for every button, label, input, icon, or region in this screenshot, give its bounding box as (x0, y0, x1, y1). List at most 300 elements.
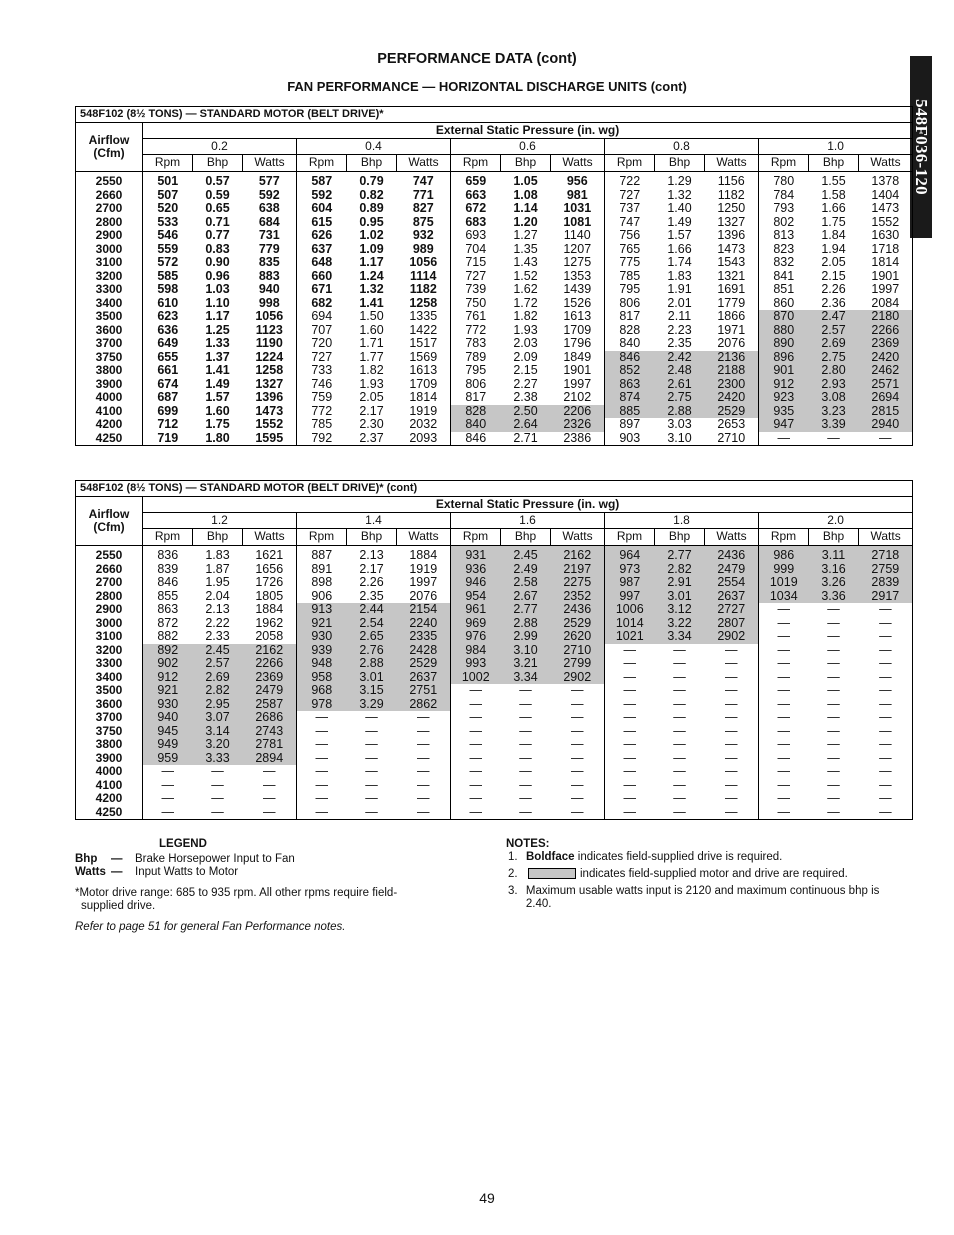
table-cell: 947 (759, 418, 809, 432)
table-cell: 846 (451, 432, 501, 446)
table-row (76, 229, 913, 243)
table-cell: — (365, 724, 378, 738)
table-cell: 795 (465, 364, 487, 377)
table-cell: 1056 (397, 256, 451, 270)
note-item (506, 885, 906, 911)
table-cell: 1543 (705, 256, 759, 270)
table-cell: — (859, 725, 913, 739)
legend-dash: — (111, 853, 123, 865)
table-cell: 2162 (243, 644, 297, 658)
table-cell: 2718 (859, 546, 913, 563)
table-cell: 976 (451, 630, 501, 644)
column-label: Rpm (759, 529, 809, 546)
table-cell: 2917 (859, 590, 913, 604)
table-cell: 1034 (759, 590, 809, 604)
table-row (76, 644, 913, 658)
table-cell: 3.33 (193, 752, 243, 766)
table-cell: 501 (157, 174, 179, 188)
table-cell: 2.75 (809, 351, 859, 365)
table-cell: 683 (465, 215, 487, 229)
table-cell: 1.77 (359, 350, 384, 364)
table-cell: — (859, 630, 913, 644)
note-item (506, 868, 906, 881)
table-cell: 3.10 (655, 432, 705, 446)
table-cell: 722 (619, 174, 641, 188)
table-cell: 0.65 (205, 202, 230, 215)
page-number: 49 (479, 1190, 495, 1206)
table-cell: 828 (619, 323, 641, 337)
legend-desc: Input Watts to Motor (135, 866, 239, 878)
table-cell: 671 (311, 283, 333, 296)
airflow-cell: 3300 (76, 283, 143, 297)
table-cell: 648 (311, 256, 333, 269)
table-cell: 851 (773, 283, 795, 296)
table-cell: 636 (157, 323, 179, 337)
table-cell: 802 (773, 215, 795, 229)
table-cell: 715 (465, 256, 487, 269)
table-cell: — (777, 778, 790, 792)
table-cell: 1473 (859, 202, 913, 216)
table-cell: — (315, 778, 328, 792)
table-cell: 0.82 (359, 188, 384, 202)
table-cell: 1321 (705, 270, 759, 284)
table-cell: — (243, 806, 297, 820)
motor-footnote-line1: *Motor drive range: 685 to 935 rpm. All other rpms require field- (75, 887, 398, 899)
table-row (76, 806, 913, 820)
table-cell: — (673, 792, 686, 805)
airflow-cell: 4250 (76, 806, 143, 820)
table-cell: — (211, 792, 224, 805)
table-row (76, 725, 913, 739)
table-cell: 875 (397, 216, 451, 230)
table-cell: 638 (243, 202, 297, 216)
table-cell: 672 (465, 202, 487, 215)
table-cell: — (519, 697, 532, 711)
airflow-cell: 3400 (76, 671, 143, 685)
table-cell: 981 (551, 189, 605, 203)
table-cell: 2.47 (809, 310, 859, 324)
table-cell: 2637 (705, 590, 759, 604)
table-cell: 1327 (705, 216, 759, 230)
table-cell: 896 (759, 351, 809, 365)
table-cell: 3.08 (809, 391, 859, 405)
pressure-header: 1.0 (759, 139, 913, 155)
table-cell: — (469, 765, 482, 778)
table-cell: — (397, 779, 451, 793)
table-cell: — (827, 670, 840, 684)
table-cell: — (777, 630, 790, 643)
table-cell: — (397, 725, 451, 739)
table-cell: 1.35 (513, 242, 538, 256)
table-cell: 2300 (705, 378, 759, 392)
table-cell: 1190 (243, 337, 297, 351)
table-cell: 2162 (551, 546, 605, 563)
table-cell: 1.94 (821, 242, 846, 256)
table-cell: 2.45 (501, 546, 551, 563)
table-cell: 727 (311, 350, 333, 364)
table-cell: 1.41 (205, 364, 230, 377)
table-cell: 940 (143, 711, 193, 725)
table-cell: 987 (605, 576, 655, 590)
column-label: Bhp (501, 155, 551, 172)
table-cell: 1473 (243, 405, 297, 419)
airflow-cell: 4100 (76, 405, 143, 419)
table-cell: 783 (465, 337, 487, 350)
table-cell: 939 (297, 644, 347, 658)
table-row (76, 432, 913, 446)
column-label: Watts (243, 529, 297, 546)
table-cell: 604 (311, 202, 333, 215)
esp-header-row (76, 497, 913, 513)
table-cell: 2862 (397, 698, 451, 712)
table-cell: 840 (619, 337, 641, 350)
table-cell: — (365, 778, 378, 792)
table-cell: 2.35 (359, 589, 384, 603)
table-cell: 997 (605, 590, 655, 604)
table-cell: 1884 (243, 603, 297, 617)
table-cell: 1805 (243, 590, 297, 604)
table-cell: 1.17 (359, 256, 384, 269)
table-cell: 1919 (397, 405, 451, 419)
table-cell: 1.40 (667, 202, 692, 215)
table-cell: — (365, 792, 378, 805)
table-cell: 3.20 (193, 738, 243, 752)
table-cell: 2.48 (655, 364, 705, 378)
table-cell: — (673, 684, 686, 697)
table-cell: 885 (605, 405, 655, 419)
table-cell: — (211, 765, 224, 778)
table-cell: 906 (311, 589, 333, 603)
table-cell: — (551, 698, 605, 712)
table-cell: — (827, 603, 840, 616)
table-cell: 2436 (551, 603, 605, 617)
table-cell: — (673, 643, 686, 657)
table-cell: 897 (619, 418, 641, 431)
table-cell: 2.57 (193, 657, 243, 671)
table-cell: 1630 (859, 229, 913, 243)
table-cell: — (673, 738, 686, 751)
table-cell: 2.69 (809, 337, 859, 351)
airflow-cell: 4100 (76, 779, 143, 793)
table-cell: — (673, 657, 686, 670)
table-cell: 1796 (551, 337, 605, 351)
table-cell: 559 (157, 242, 179, 256)
note-text: indicates field-supplied motor and drive are required. (580, 868, 848, 880)
table-cell: 3.34 (501, 671, 551, 685)
table-cell: 792 (297, 432, 347, 446)
table-cell: 2637 (397, 671, 451, 685)
table-cell: 1014 (605, 617, 655, 631)
table-cell: — (451, 806, 501, 820)
table-cell: 2076 (397, 590, 451, 604)
table-cell: — (161, 792, 174, 805)
airflow-cell: 3800 (76, 738, 143, 752)
table-cell: 687 (157, 391, 179, 404)
table-cell: 1006 (605, 603, 655, 617)
table-cell: 932 (397, 229, 451, 243)
table-row (76, 364, 913, 378)
table-cell: 2.77 (655, 546, 705, 563)
table-cell: 2.69 (193, 671, 243, 685)
airflow-cell: 2660 (76, 563, 143, 577)
table-cell: 2571 (859, 378, 913, 392)
table-cell: — (673, 751, 686, 765)
airflow-cell: 3500 (76, 684, 143, 698)
table-cell: 2420 (705, 391, 759, 405)
column-label: Bhp (347, 155, 397, 172)
table-cell: 954 (451, 590, 501, 604)
table-cell: 984 (451, 644, 501, 658)
table-cell: 771 (397, 189, 451, 203)
table-cell: 784 (773, 188, 795, 202)
table-cell: 2076 (705, 337, 759, 351)
table-cell: 1.29 (667, 174, 692, 188)
table-cell: — (673, 765, 686, 778)
table-cell: 0.71 (205, 215, 230, 229)
pressure-header: 1.2 (143, 513, 297, 529)
table-cell: — (859, 432, 913, 446)
table-cell: 2.75 (655, 391, 705, 405)
table-cell: 2180 (859, 310, 913, 324)
table-cell: 3.03 (667, 418, 692, 431)
table-cell: 2.61 (655, 378, 705, 392)
table-cell: 682 (311, 296, 333, 310)
table-cell: 2206 (551, 405, 605, 419)
airflow-cell: 4200 (76, 792, 143, 806)
table-cell: — (623, 738, 636, 751)
table-cell: 720 (311, 337, 333, 350)
table-cell: 2428 (397, 644, 451, 658)
pressure-header: 0.8 (605, 139, 759, 155)
table-cell: 1526 (551, 297, 605, 311)
table-cell: 2032 (397, 418, 451, 432)
table-cell: 2.26 (821, 283, 846, 296)
table-cell: 998 (243, 297, 297, 311)
column-label: Bhp (809, 529, 859, 546)
table-cell: 958 (297, 671, 347, 685)
table-cell: 1.66 (667, 242, 692, 256)
table-cell: — (623, 697, 636, 711)
table-cell: 1123 (243, 324, 297, 338)
table-cell: 839 (157, 562, 179, 576)
table-cell: 961 (451, 603, 501, 617)
table-cell: 1258 (243, 364, 297, 378)
table-cell: 1182 (397, 283, 451, 297)
table-row (76, 779, 913, 793)
table-cell: 891 (311, 562, 333, 576)
legend-desc: Brake Horsepower Input to Fan (135, 853, 295, 865)
table-cell: — (551, 752, 605, 766)
table-cell: — (469, 792, 482, 805)
table-cell: — (551, 806, 605, 820)
legend-term: Watts (75, 866, 106, 878)
table-cell: 2.82 (655, 563, 705, 577)
table-cell: 1.10 (205, 296, 230, 310)
table-cell: 2102 (551, 391, 605, 405)
airflow-cell: 2550 (76, 172, 143, 189)
column-label: Watts (551, 529, 605, 546)
table-cell: — (827, 643, 840, 657)
table-cell: 2710 (551, 644, 605, 658)
table-cell: 1207 (551, 243, 605, 257)
table-cell: 2.13 (359, 548, 384, 562)
table-cell: 626 (311, 229, 333, 242)
table-cell: — (519, 751, 532, 765)
table-cell: — (859, 671, 913, 685)
table-cell: 813 (773, 229, 795, 242)
table-cell: — (365, 765, 378, 778)
table-cell: — (469, 778, 482, 792)
airflow-cell: 3600 (76, 698, 143, 712)
note-text: indicates field-supplied drive is required. (577, 851, 783, 863)
table-cell: 823 (773, 242, 795, 256)
table-row (76, 310, 913, 324)
column-label: Rpm (451, 155, 501, 172)
table-cell: 1962 (243, 617, 297, 631)
table-cell: 1613 (551, 310, 605, 324)
table-cell: 2902 (551, 671, 605, 685)
table-cell: — (211, 778, 224, 792)
table-cell: 2436 (705, 546, 759, 563)
table-cell: — (809, 806, 859, 820)
table-cell: 898 (311, 576, 333, 589)
fan-performance-table-1 (75, 106, 913, 446)
table-cell: — (623, 792, 636, 805)
table-cell: 936 (451, 563, 501, 577)
table-cell: — (655, 806, 705, 820)
table-cell: 659 (465, 174, 487, 188)
table-cell: 921 (297, 617, 347, 631)
table-cell: 785 (311, 418, 333, 431)
table-cell: — (705, 738, 759, 752)
airflow-cell: 3900 (76, 752, 143, 766)
airflow-cell: 3750 (76, 351, 143, 365)
table-cell: 3.36 (809, 590, 859, 604)
column-label: Rpm (297, 529, 347, 546)
legend-item (75, 853, 495, 866)
table-cell: 2275 (551, 576, 605, 590)
table-cell: 883 (243, 270, 297, 284)
airflow-header-line: Airflow (88, 507, 130, 521)
table-cell: 1901 (551, 364, 605, 378)
pressure-header: 0.6 (451, 139, 605, 155)
table-cell: 2.42 (655, 351, 705, 365)
table-cell: 1.95 (205, 576, 230, 589)
table-cell: — (777, 738, 790, 751)
table-cell: — (519, 765, 532, 778)
table-cell: 1.05 (513, 174, 538, 188)
table-cell: — (193, 806, 243, 820)
table-cell: 1709 (397, 378, 451, 392)
table-cell: 3.10 (501, 644, 551, 658)
table-cell: — (859, 779, 913, 793)
airflow-cell: 3600 (76, 324, 143, 338)
table-cell: 2587 (243, 698, 297, 712)
table-cell: 1718 (859, 243, 913, 257)
table-cell: — (623, 670, 636, 684)
table-cell: — (469, 738, 482, 751)
table-cell: 1613 (397, 364, 451, 378)
table-row (76, 337, 913, 351)
table-cell: — (551, 684, 605, 698)
airflow-cell: 2700 (76, 576, 143, 590)
table-cell: 912 (759, 378, 809, 392)
airflow-cell: 3750 (76, 725, 143, 739)
table-cell: 0.95 (359, 215, 384, 229)
table-cell: 2266 (243, 657, 297, 671)
table-caption: 548F102 (8½ TONS) — STANDARD MOTOR (BELT DRIVE)* (cont) (76, 481, 913, 497)
table-cell: 2529 (705, 405, 759, 419)
note-text: Maximum usable watts input is 2120 and maximum continuous bhp is 2.40. (525, 885, 880, 910)
table-cell: — (827, 738, 840, 751)
motor-footnote (75, 887, 495, 913)
airflow-cell: 2800 (76, 216, 143, 230)
table-cell: 2554 (705, 576, 759, 590)
table-cell: 1250 (705, 202, 759, 216)
table-cell: 2799 (551, 657, 605, 671)
table-cell: 1439 (551, 283, 605, 297)
table-cell: 1814 (859, 256, 913, 270)
table-cell: 2694 (859, 391, 913, 405)
airflow-cell: 4000 (76, 765, 143, 779)
table-cell: — (397, 792, 451, 806)
table-row (76, 576, 913, 590)
table-cell: 623 (157, 310, 179, 323)
table-cell: — (705, 684, 759, 698)
table-cell: 1.32 (667, 188, 692, 202)
table-cell: — (777, 724, 790, 738)
pressure-header: 1.8 (605, 513, 759, 529)
table-cell: 1866 (705, 310, 759, 324)
table-cell: 2136 (705, 351, 759, 365)
table-cell: 903 (605, 432, 655, 446)
table-cell: — (673, 778, 686, 792)
table-cell: 836 (157, 548, 179, 562)
table-cell: 2.57 (809, 324, 859, 338)
table-caption-row (76, 107, 913, 123)
column-label: Bhp (501, 529, 551, 546)
table-cell: 789 (465, 350, 487, 364)
table-cell: 747 (397, 172, 451, 189)
table-cell: 3.01 (655, 590, 705, 604)
column-label: Watts (243, 155, 297, 172)
column-label: Bhp (193, 529, 243, 546)
table-cell: 2940 (859, 418, 913, 432)
airflow-header-line: Airflow (88, 133, 130, 147)
table-cell: 846 (605, 351, 655, 365)
table-row (76, 617, 913, 631)
table-cell: 2.23 (667, 323, 692, 337)
table-cell: 1726 (243, 576, 297, 590)
airflow-cell: 2550 (76, 546, 143, 563)
table-cell: 1.24 (359, 269, 384, 283)
table-cell: 817 (619, 310, 641, 323)
table-cell: — (705, 806, 759, 820)
table-cell: — (777, 616, 790, 630)
table-row (76, 391, 913, 405)
table-cell: — (365, 738, 378, 751)
airflow-cell: 4250 (76, 432, 143, 446)
table-cell: — (143, 806, 193, 820)
table-cell: 750 (465, 296, 487, 310)
table-cell: — (243, 765, 297, 779)
table-cell: 707 (311, 323, 333, 337)
table-cell: 1182 (705, 189, 759, 203)
table-cell: 649 (157, 337, 179, 350)
table-cell: 945 (143, 725, 193, 739)
table-row (76, 297, 913, 311)
table-cell: 739 (465, 283, 487, 296)
